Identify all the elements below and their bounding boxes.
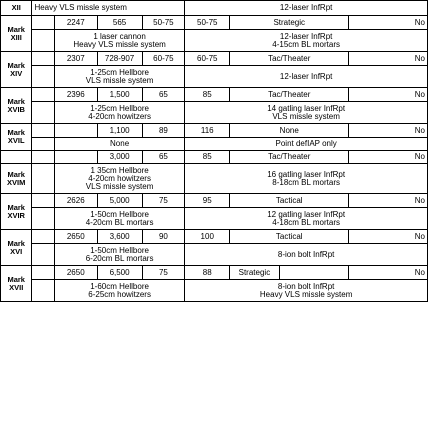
- mark-cell: [1, 194, 32, 230]
- stat-flag: No: [349, 52, 428, 66]
- stat-year: 2307: [54, 52, 97, 66]
- weapons-left-line: 6-25cm howitzers: [88, 289, 151, 299]
- stat-year: 2650: [54, 230, 97, 244]
- stat-flag: No: [349, 230, 428, 244]
- stat-weight: 1,100: [97, 124, 142, 138]
- weapons-right: [185, 102, 428, 124]
- table-row: [1, 102, 428, 124]
- weapons-left: [54, 30, 184, 52]
- weapons-left-line: 1-25cm Hellbore: [90, 103, 149, 113]
- mark-cell: [1, 230, 32, 266]
- spacer-cell: [32, 244, 54, 266]
- weapons-left-line: 4-20cm howitzers: [88, 173, 151, 183]
- stat-speed-a: 50-75: [142, 16, 185, 30]
- weapons-left: [54, 102, 184, 124]
- weapons-right-line: 12-laser InfRpt: [279, 31, 333, 41]
- weapons-left: [54, 208, 184, 230]
- mark-cell: [1, 52, 32, 88]
- stat-weight: 3,600: [97, 230, 142, 244]
- stat-speed-b: 60-75: [185, 52, 230, 66]
- table-row: [1, 66, 428, 88]
- stat-year: 2396: [54, 88, 97, 102]
- table-row: [1, 124, 428, 138]
- weapons-right-line: Point defIAP only: [275, 139, 337, 148]
- table-row: [1, 30, 428, 52]
- mark-number: XVIB: [7, 104, 25, 114]
- weapons-right-line: 12-laser InfRpt: [279, 71, 333, 81]
- weapons-right-line: 4-15cm BL mortars: [272, 39, 340, 49]
- table-row: [1, 280, 428, 302]
- spacer-cell: [54, 124, 97, 138]
- table-row: [1, 194, 428, 208]
- stat-speed-a: 65: [142, 88, 185, 102]
- mark-number: XVIR: [7, 210, 25, 220]
- spacer-cell: [32, 194, 54, 208]
- weapons-left-line: 1-50cm Hellbore: [90, 209, 149, 219]
- stat-role: Strategic: [230, 266, 279, 280]
- stat-speed-b: 85: [185, 151, 230, 164]
- spacer-cell: [32, 52, 54, 66]
- stat-role: Tactical: [230, 194, 349, 208]
- mark-cell: [1, 124, 32, 151]
- mark-cell: [1, 16, 32, 52]
- spacer-cell: [32, 138, 54, 151]
- weapons-right: [185, 244, 428, 266]
- weapons-left: [54, 164, 184, 194]
- spacer-cell: [32, 280, 54, 302]
- mark-number: XVI: [10, 246, 23, 256]
- table-row: [1, 138, 428, 151]
- mark-number: XII: [11, 3, 21, 12]
- mark-number: XVIM: [7, 177, 26, 187]
- weapons-left-line: 1-60cm Hellbore: [90, 281, 149, 291]
- stat-speed-a: 75: [142, 194, 185, 208]
- stat-speed-a: 60-75: [142, 52, 185, 66]
- weapons-left-line: 1-25cm Hellbore: [90, 67, 149, 77]
- table-row: [1, 244, 428, 266]
- weapons-right: [185, 66, 428, 88]
- weapons-right: [185, 30, 428, 52]
- mark-label: Mark: [7, 128, 25, 137]
- stat-speed-b: 95: [185, 194, 230, 208]
- stat-flag: No: [349, 16, 428, 30]
- stat-speed-b: 50-75: [185, 16, 230, 30]
- spacer-cell: [32, 66, 54, 88]
- weapons-left-line: 4-20cm howitzers: [88, 111, 151, 121]
- spacer-cell: [32, 151, 54, 164]
- stat-weight: 6,500: [97, 266, 142, 280]
- weapons-left-line: 1-50cm Hellbore: [90, 245, 149, 255]
- weapons-right-line: 16 gatling laser InfRpt: [267, 169, 346, 179]
- stat-year: 2650: [54, 266, 97, 280]
- stat-speed-b: 100: [185, 230, 230, 244]
- weapons-left-line: VLS missle system: [85, 75, 154, 85]
- spacer-cell: [32, 266, 54, 280]
- weapons-right-line: 8-ion bolt InfRpt: [277, 249, 335, 259]
- stat-flag: No: [349, 88, 428, 102]
- weapons-left-line: Heavy VLS missle system: [34, 3, 127, 12]
- stat-year: 2247: [54, 16, 97, 30]
- stat-flag: No: [349, 266, 428, 280]
- mark-cell: [1, 1, 32, 16]
- mark-label: Mark: [7, 60, 25, 70]
- mark-label: Mark: [7, 24, 25, 34]
- weapons-right: [185, 208, 428, 230]
- weapons-left-line: VLS missle system: [85, 181, 154, 191]
- spacer-cell: [1, 151, 32, 164]
- weapons-right-line: 14 gatling laser InfRpt: [267, 103, 346, 113]
- weapons-left: [54, 244, 184, 266]
- weapons-left: [54, 138, 184, 151]
- table-row: [1, 52, 428, 66]
- mark-number: XIII: [10, 32, 22, 42]
- spacer-cell: [54, 151, 97, 164]
- table-row: [1, 230, 428, 244]
- mark-label: Mark: [7, 202, 25, 212]
- stat-speed-a: 89: [142, 124, 185, 138]
- weapons-left-line: None: [110, 139, 130, 148]
- mark-cell: [1, 266, 32, 302]
- stat-weight: 5,000: [97, 194, 142, 208]
- weapons-left-line: Heavy VLS missle system: [73, 39, 166, 49]
- stat-role: None: [230, 124, 349, 138]
- spacer-cell: [32, 88, 54, 102]
- weapons-right: [185, 1, 428, 16]
- stat-speed-a: 90: [142, 230, 185, 244]
- spacer-cell: [32, 30, 54, 52]
- weapons-left: [54, 280, 184, 302]
- spacer-cell: [279, 266, 349, 280]
- stat-weight: 3,000: [97, 151, 142, 164]
- table-row: [1, 164, 428, 194]
- stat-weight: 1,500: [97, 88, 142, 102]
- table-row: [1, 266, 428, 280]
- table-row: [1, 16, 428, 30]
- weapons-left-line: 1 laser cannon: [93, 31, 146, 41]
- stat-year: 2626: [54, 194, 97, 208]
- weapons-right: [185, 138, 428, 151]
- weapons-right-line: 8-ion bolt InfRpt: [277, 281, 335, 291]
- mark-number: XVII: [9, 282, 24, 292]
- spacer-cell: [32, 124, 54, 138]
- stat-role: Tactical: [230, 230, 349, 244]
- stat-role: Tac/Theater: [230, 88, 349, 102]
- spacer-cell: [32, 230, 54, 244]
- stat-speed-b: 88: [185, 266, 230, 280]
- stat-speed-a: 65: [142, 151, 185, 164]
- weapons-right-line: Heavy VLS missle system: [259, 289, 353, 299]
- stat-flag: No: [349, 194, 428, 208]
- mark-cell: [1, 88, 32, 124]
- stat-flag: No: [349, 151, 428, 164]
- weapons-right: [185, 164, 428, 194]
- table-row: [1, 88, 428, 102]
- stat-weight: 728-907: [97, 52, 142, 66]
- mark-number: XVIL: [7, 136, 25, 145]
- weapons-left-line: 1 35cm Hellbore: [90, 165, 149, 175]
- stat-role: Tac/Theater: [230, 52, 349, 66]
- table-row: [1, 1, 428, 16]
- weapons-right: [185, 280, 428, 302]
- spacer-cell: [32, 102, 54, 124]
- mark-label: Mark: [7, 238, 25, 248]
- mark-label: Mark: [7, 274, 25, 284]
- weapons-right-line: 8-18cm BL mortars: [272, 177, 340, 187]
- spacer-cell: [32, 208, 54, 230]
- stat-role: Strategic: [230, 16, 349, 30]
- mark-label: Mark: [7, 96, 25, 106]
- table-row: [1, 208, 428, 230]
- weapons-right-line: 12 gatling laser InfRpt: [267, 209, 346, 219]
- stat-weight: 565: [97, 16, 142, 30]
- weapons-right-line: VLS missle system: [272, 111, 340, 121]
- weapons-left-line: 4-20cm BL mortars: [85, 217, 154, 227]
- weapons-right-line: 4-18cm BL mortars: [272, 217, 340, 227]
- weapons-left: [54, 66, 184, 88]
- spacer-cell: [32, 16, 54, 30]
- stat-speed-b: 85: [185, 88, 230, 102]
- table-row: [1, 151, 428, 164]
- mark-label: Mark: [7, 169, 25, 179]
- weapons-right-line: 12-laser InfRpt: [279, 3, 333, 12]
- mark-number: XIV: [10, 68, 23, 78]
- stat-flag: No: [349, 124, 428, 138]
- weapons-left-line: 6-20cm BL mortars: [85, 253, 154, 263]
- stat-role: Tac/Theater: [230, 151, 349, 164]
- stat-speed-b: 116: [185, 124, 230, 138]
- weapons-left: [32, 1, 185, 16]
- stat-speed-a: 75: [142, 266, 185, 280]
- mark-cell: [1, 164, 32, 194]
- spacer-cell: [32, 164, 54, 194]
